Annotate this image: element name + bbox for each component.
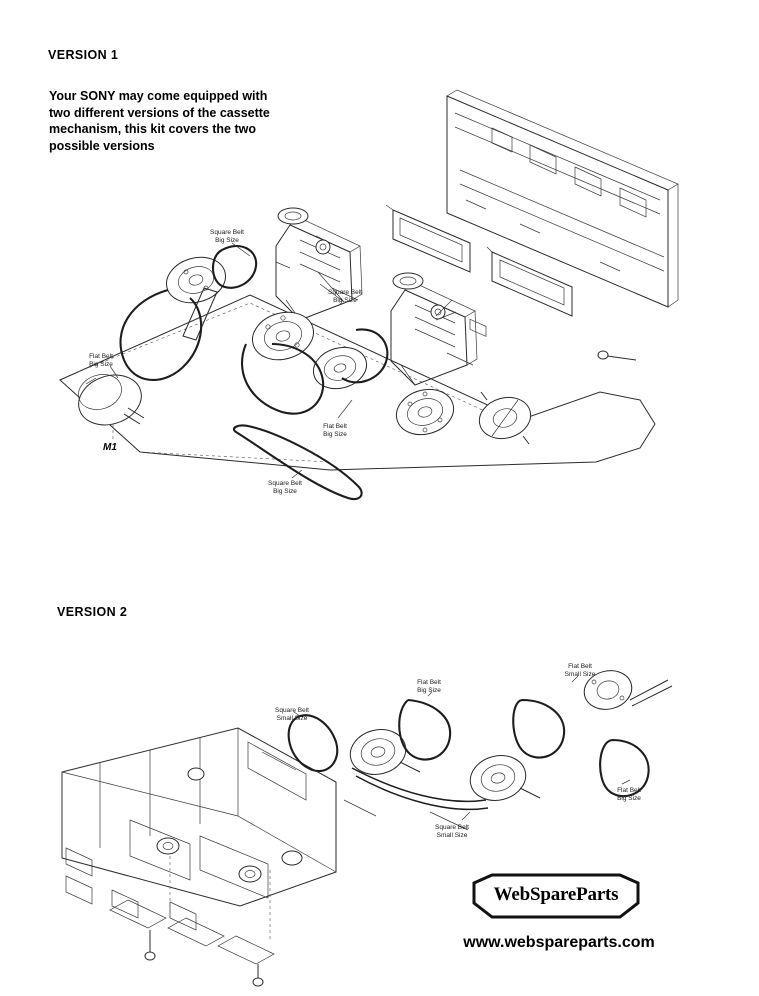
callout-v1-flat-belt-big-1	[70, 353, 132, 369]
callout-line-2: Small Size	[276, 715, 308, 722]
callout-line-1: Square Belt	[210, 229, 244, 236]
callout-v2-flat-belt-small-1	[546, 663, 614, 679]
motor-label-m1: M1	[103, 442, 117, 453]
callout-v1-square-belt-big-3	[254, 480, 316, 496]
callout-v2-flat-belt-big-1	[398, 679, 460, 695]
callout-v2-square-belt-small-2	[418, 824, 486, 840]
callout-v2-flat-belt-big-2	[598, 787, 660, 803]
callout-line-1: Flat Belt	[617, 787, 641, 794]
callout-line-2: Big Size	[273, 488, 297, 495]
callout-line-1: Square Belt	[328, 289, 362, 296]
brand-logo	[466, 873, 646, 919]
callout-line-1: Square Belt	[268, 480, 302, 487]
brand-url: www.webspareparts.com	[463, 934, 655, 951]
version-2-heading: VERSION 2	[57, 605, 128, 619]
callout-line-1: Flat Belt	[323, 423, 347, 430]
brand-name: WebSpareParts	[493, 884, 619, 905]
callout-line-2: Big Size	[323, 431, 347, 438]
callout-line-2: Small Size	[564, 671, 596, 678]
callout-line-1: Flat Belt	[89, 353, 113, 360]
version-1-heading: VERSION 1	[48, 48, 119, 62]
callout-v1-square-belt-big-1	[196, 229, 258, 245]
intro-paragraph: Your SONY may come equipped with two different versions of the cassette mechanism, this kit covers the two possible versions	[49, 89, 270, 153]
callout-line-1: Flat Belt	[568, 663, 592, 670]
callout-line-1: Flat Belt	[417, 679, 441, 686]
callout-line-1: Square Belt	[435, 824, 469, 831]
callout-line-2: Big Size	[89, 361, 113, 368]
callout-v1-square-belt-big-2	[314, 289, 376, 305]
callout-line-2: Big Size	[333, 297, 357, 304]
callout-v1-flat-belt-big-2	[304, 423, 366, 439]
callout-line-2: Big Size	[617, 795, 641, 802]
callout-line-2: Big Size	[417, 687, 441, 694]
callout-v2-square-belt-small-1	[258, 707, 326, 723]
callout-line-1: Square Belt	[275, 707, 309, 714]
callout-line-2: Small Size	[436, 832, 468, 839]
callout-line-2: Big Size	[215, 237, 239, 244]
